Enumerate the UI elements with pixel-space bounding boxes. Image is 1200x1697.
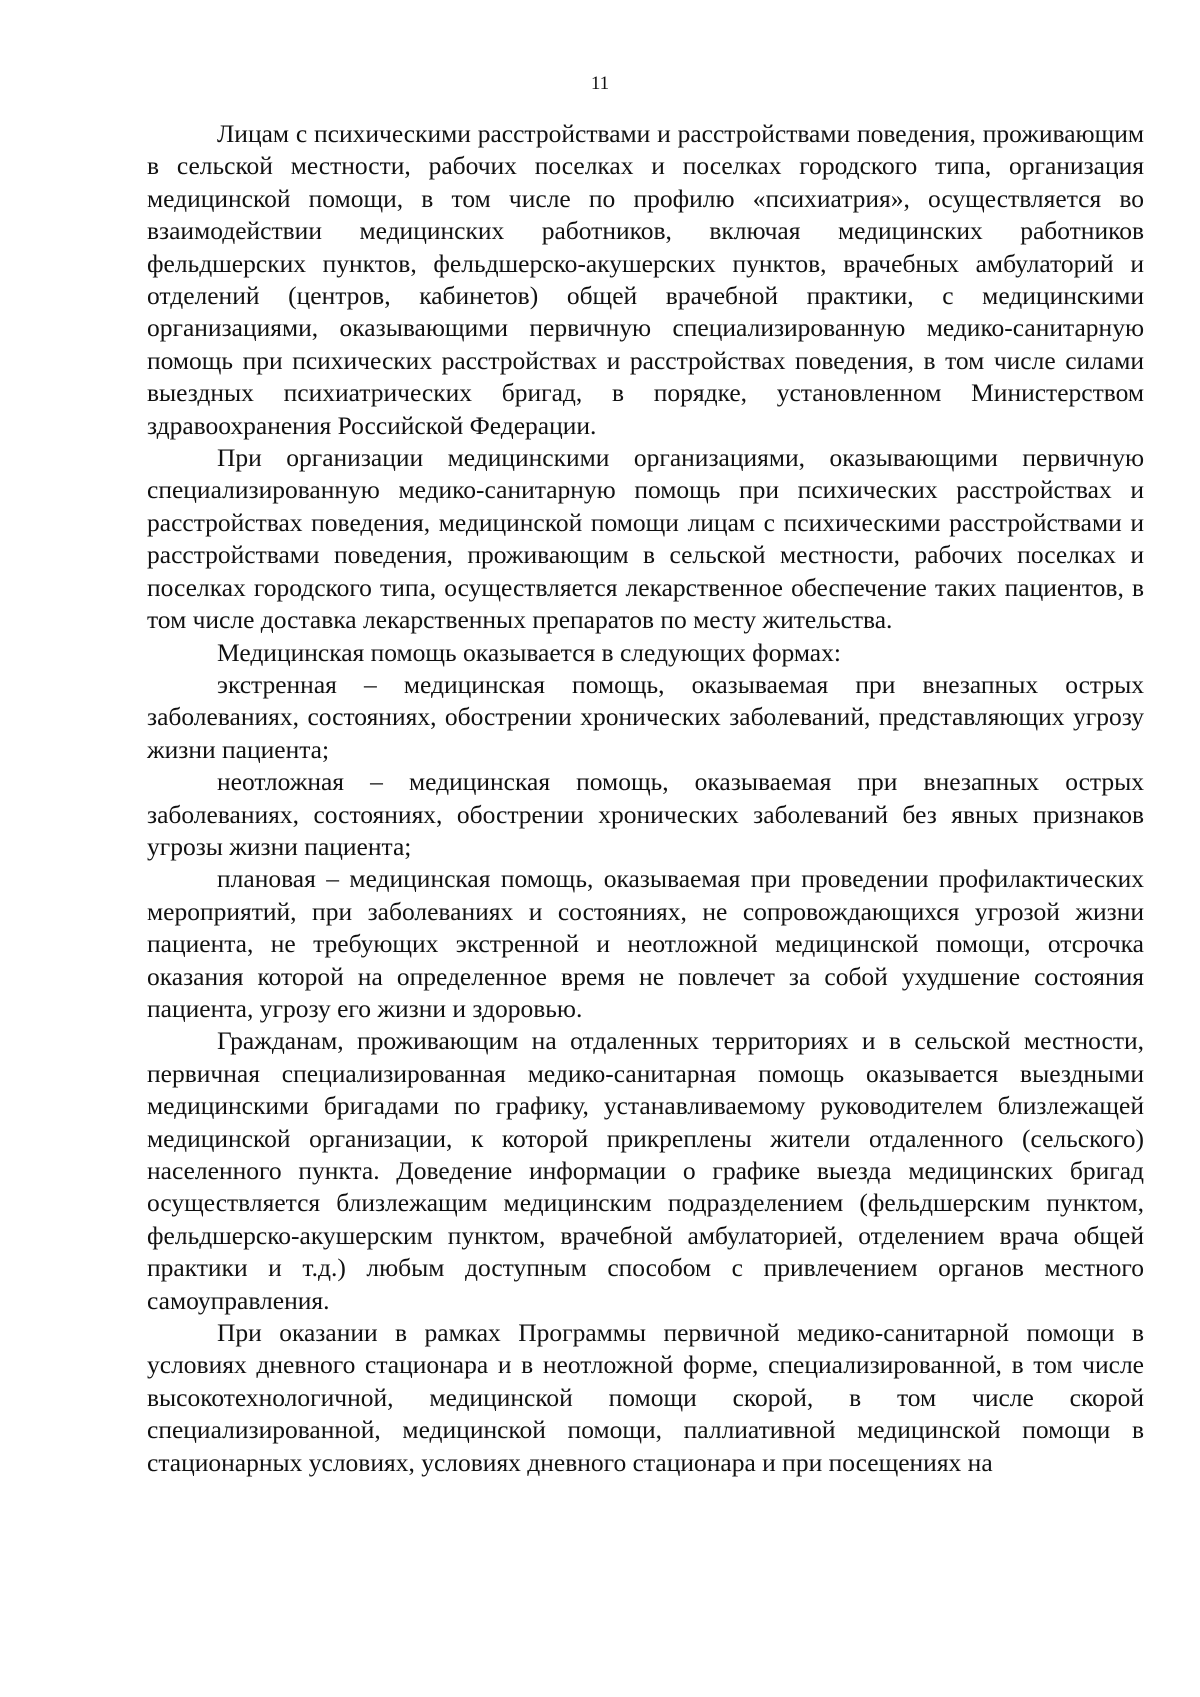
paragraph-form-emergency: экстренная – медицинская помощь, оказываемая при внезапных острых заболеваниях, состояниях, обострении хронических заболеваний, представляющих угрозу жизни пациента;: [147, 669, 1144, 764]
paragraph-forms-intro: Медицинская помощь оказывается в следующих формах:: [217, 637, 841, 667]
body-text: [147, 118, 1144, 1479]
paragraph-form-urgent: неотложная – медицинская помощь, оказываемая при внезапных острых заболеваниях, состояниях, обострении хронических заболеваний без явных признаков угрозы жизни пациента;: [147, 767, 1144, 861]
page-number: 11: [590, 73, 610, 94]
paragraph-mental-disorders-rural: Лицам с психическими расстройствами и расстройствами поведения, проживающим в сельской местности, рабочих поселках и поселках городского типа, организация медицинской помощи, в том числе по профилю «психиатрия», осуществляется во взаимодействии медицинских работников, включая медицинских работников фельдшерских пунктов, фельдшерско-акушерских пунктов, врачебных амбулаторий и отделений (центров, кабинетов) общей врачебной практики, с медицинскими организациями, оказывающими первичную специализированную медико-санитарную помощь при психических расстройствах и расстройствах поведения, в том числе силами выездных психиатрических бригад, в порядке, установленном Министерством здравоохранения Российской Федерации.: [147, 119, 1144, 440]
paragraph-program-care: При оказании в рамках Программы первичной медико-санитарной помощи в условиях дневного стационара и в неотложной форме, специализированной, в том числе высокотехнологичной, медицинской помощи скорой, в том числе скорой специализированной, медицинской помощи, паллиативной медицинской помощи в стационарных условиях, условиях дневного стационара и при посещениях на: [147, 1318, 1144, 1477]
paragraph-medication-supply: При организации медицинскими организациями, оказывающими первичную специализированную медико-санитарную помощь при психических расстройствах и расстройствах поведения, медицинской помощи лицам с психическими расстройствами и расстройствами поведения, проживающим в сельской местности, рабочих поселках и поселках городского типа, осуществляется лекарственное обеспечение таких пациентов, в том числе доставка лекарственных препаратов по месту жительства.: [147, 443, 1144, 635]
paragraph-form-planned: плановая – медицинская помощь, оказываемая при проведении профилактических мероприятий, при заболеваниях и состояниях, не сопровождающихся угрозой жизни пациента, не требующих экстренной и неотложной медицинской помощи, отсрочка оказания которой на определенное время не повлечет за собой ухудшение состояния пациента, угрозу его жизни и здоровью.: [147, 864, 1144, 1023]
paragraph-remote-territories: Гражданам, проживающим на отдаленных территориях и в сельской местности, первичная специализированная медико-санитарная помощь оказывается выездными медицинскими бригадами по графику, устанавливаемому руководителем близлежащей медицинской организации, к которой прикреплены жители отдаленного (сельского) населенного пункта. Доведение информации о графике выезда медицинских бригад осуществляется близлежащим медицинским подразделением (фельдшерским пунктом, фельдшерско-акушерским пунктом, врачебной амбулаторией, отделением врача общей практики и т.д.) любым доступным способом с привлечением органов местного самоуправления.: [147, 1026, 1144, 1315]
